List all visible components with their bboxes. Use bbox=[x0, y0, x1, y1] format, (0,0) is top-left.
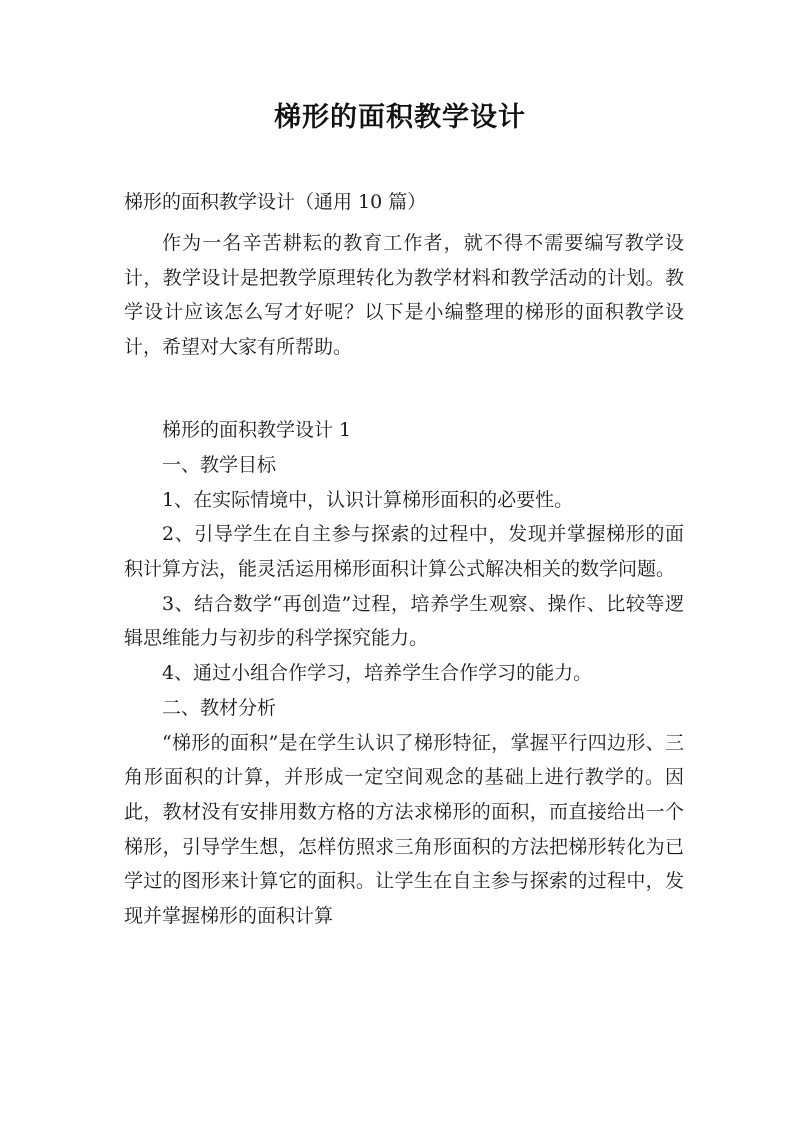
document-subtitle: 梯形的面积教学设计（通用 10 篇） bbox=[124, 191, 427, 213]
subsection-heading-analysis: 二、教材分析 bbox=[162, 696, 277, 719]
intro-block bbox=[124, 226, 684, 365]
analysis-paragraph: “梯形的面积”是在学生认识了梯形特征，掌握平行四边形、三角形面积的计算，并形成一定空间观念的基础上进行教学的。因此，教材没有安排用数方格的方法求梯形的面积，而直接给出一个梯形，引导学生想，怎样仿照求三角形面积的方法把梯形转化为已学过的图形来计算它的面积。让学生在自主参与探索的过程中，发现并掌握梯形的面积计算 bbox=[124, 731, 684, 928]
subsection-heading-objectives: 一、教学目标 bbox=[162, 453, 277, 476]
objective-item-4: 4、通过小组合作学习，培养学生合作学习的能力。 bbox=[162, 662, 593, 685]
section-heading: 梯形的面积教学设计 1 bbox=[162, 419, 352, 441]
objective-item-1: 1、在实际情境中，认识计算梯形面积的必要性。 bbox=[162, 488, 574, 511]
objective-item-2: 2、引导学生在自主参与探索的过程中，发现并掌握梯形的面积计算方法，能灵活运用梯形面积计算公式解决相关的数学问题。 bbox=[124, 523, 684, 580]
section-block bbox=[124, 413, 684, 934]
objective-item-3: 3、结合数学“再创造”过程，培养学生观察、操作、比较等逻辑思维能力与初步的科学探究能力。 bbox=[124, 592, 684, 650]
document-title: 梯形的面积教学设计 bbox=[274, 102, 526, 133]
intro-paragraph: 作为一名辛苦耕耘的教育工作者，就不得不需要编写教学设计，教学设计是把教学原理转化为教学材料和教学活动的计划。教学设计应该怎么写才好呢？以下是小编整理的梯形的面积教学设计，希望对大家有所帮助。 bbox=[124, 232, 684, 359]
